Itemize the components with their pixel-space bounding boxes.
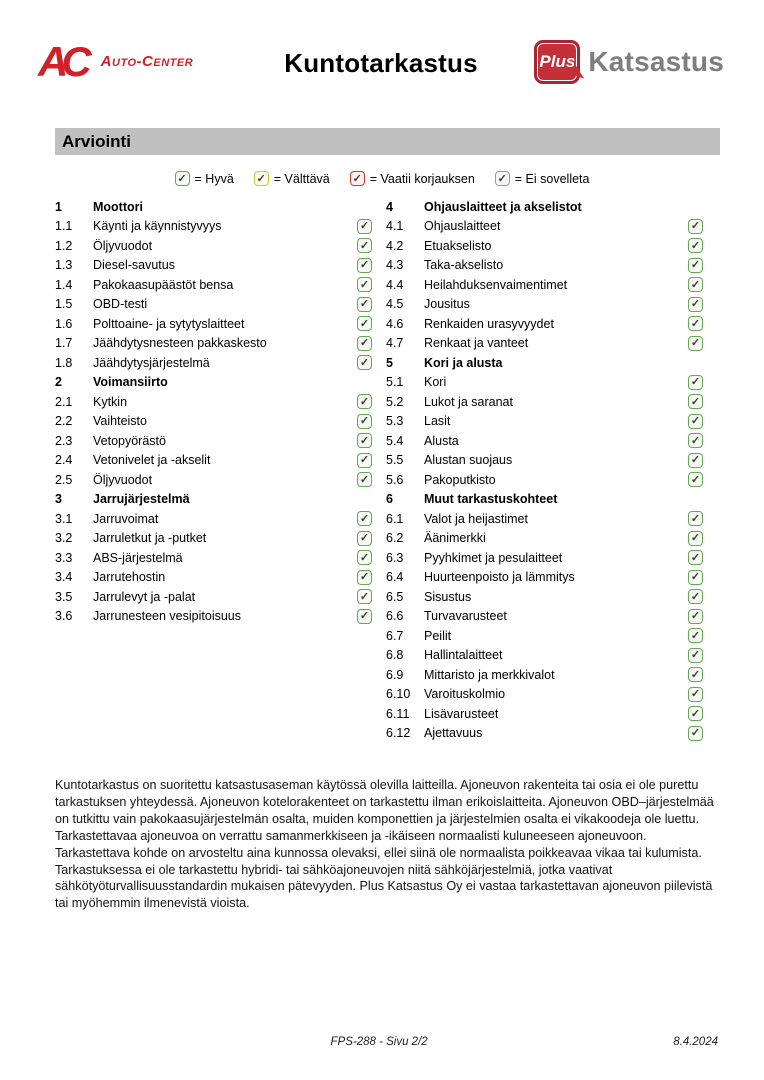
status-checkbox-hyva[interactable]: ✓	[688, 375, 703, 390]
item-label: Jarrutehostin	[93, 570, 166, 585]
item-number: 6.2	[386, 531, 404, 546]
checklist-item-row	[386, 529, 703, 549]
item-number: 1.1	[55, 219, 73, 234]
checklist-item-row	[386, 256, 703, 276]
status-checkbox-valttava[interactable]: ✓	[254, 171, 269, 186]
status-checkbox-hyva[interactable]: ✓	[688, 589, 703, 604]
report-date: 8.4.2024	[673, 1036, 718, 1048]
checklist-item-row	[55, 353, 372, 373]
item-label: Etuakselisto	[424, 238, 492, 253]
item-label: Jarrulevyt ja -palat	[93, 589, 196, 604]
item-number: 5.5	[386, 453, 404, 468]
auto-center-logo	[38, 38, 194, 85]
auto-center-logo-icon: AC	[38, 38, 85, 85]
checklist-section-row	[386, 353, 703, 373]
status-checkbox-hyva[interactable]: ✓	[688, 336, 703, 351]
checklist-left-column	[55, 197, 372, 743]
item-number: 2.2	[55, 414, 73, 429]
checklist-item-row	[55, 431, 372, 451]
item-label: Jarrunesteen vesipitoisuus	[93, 609, 241, 624]
status-checkbox-hyva[interactable]: ✓	[688, 648, 703, 663]
item-label: Jarruvoimat	[93, 511, 159, 526]
item-number: 4.2	[386, 238, 404, 253]
status-checkbox-hyva[interactable]: ✓	[357, 394, 372, 409]
status-checkbox-hyva[interactable]: ✓	[357, 238, 372, 253]
item-number: 6.11	[386, 706, 410, 721]
status-checkbox-hyva[interactable]: ✓	[357, 589, 372, 604]
checklist-item-row	[386, 587, 703, 607]
checklist-item-row	[55, 470, 372, 490]
checklist-item-row	[55, 392, 372, 412]
status-checkbox-hyva[interactable]: ✓	[357, 453, 372, 468]
item-number: 6.4	[386, 570, 404, 585]
checklist-section-row	[386, 490, 703, 510]
checklist-item-row	[386, 724, 703, 744]
status-checkbox-ei-sovelleta[interactable]: ✓	[495, 171, 510, 186]
item-number: 5	[386, 355, 393, 370]
checklist-item-row	[386, 685, 703, 705]
checklist-item-row	[55, 412, 372, 432]
page-number: FPS-288 - Sivu 2/2	[330, 1036, 428, 1048]
item-number: 4.4	[386, 277, 404, 292]
item-number: 2.3	[55, 433, 73, 448]
checklist-item-row	[55, 256, 372, 276]
status-checkbox-hyva[interactable]: ✓	[688, 258, 703, 273]
checklist-item-row	[55, 295, 372, 315]
item-label: Öljyvuodot	[93, 472, 153, 487]
item-number: 2.5	[55, 472, 73, 487]
item-label: Valot ja heijastimet	[424, 511, 528, 526]
item-number: 1.7	[55, 336, 73, 351]
item-label: Jäähdytysnesteen pakkaskesto	[93, 336, 267, 351]
checklist-item-row	[386, 646, 703, 666]
item-label: Öljyvuodot	[93, 238, 153, 253]
status-checkbox-hyva[interactable]: ✓	[688, 219, 703, 234]
checklist-item-row	[386, 704, 703, 724]
item-label: OBD-testi	[93, 297, 148, 312]
item-label: Pyyhkimet ja pesulaitteet	[424, 550, 563, 565]
status-checkbox-hyva[interactable]: ✓	[175, 171, 190, 186]
item-label: Mittaristo ja merkkivalot	[424, 667, 555, 682]
item-label: Käynti ja käynnistyvyys	[93, 219, 222, 234]
section-header-arviointi	[55, 128, 720, 155]
status-checkbox-hyva[interactable]: ✓	[357, 531, 372, 546]
item-number: 6.9	[386, 667, 404, 682]
status-checkbox-hyva[interactable]: ✓	[688, 238, 703, 253]
item-label: Renkaat ja vanteet	[424, 336, 529, 351]
item-number: 5.6	[386, 472, 404, 487]
checklist-item-row	[386, 314, 703, 334]
plus-katsastus-logo	[534, 40, 724, 84]
legend-label: = Vaatii korjauksen	[369, 171, 475, 186]
plus-katsastus-logo-text: Katsastus	[588, 46, 724, 77]
status-checkbox-hyva[interactable]: ✓	[688, 297, 703, 312]
item-number: 1.3	[55, 258, 73, 273]
checklist-item-row	[386, 626, 703, 646]
status-checkbox-hyva[interactable]: ✓	[688, 706, 703, 721]
checklist-section-row	[55, 490, 372, 510]
status-checkbox-hyva[interactable]: ✓	[357, 414, 372, 429]
item-number: 4.3	[386, 258, 404, 273]
checklist-section-row	[386, 197, 703, 217]
checklist-item-row	[55, 275, 372, 295]
inspection-checklist	[55, 197, 703, 743]
checklist-item-row	[55, 217, 372, 237]
item-number: 4.6	[386, 316, 404, 331]
page-title: Kuntotarkastus	[284, 48, 478, 78]
checklist-item-row	[386, 509, 703, 529]
item-number: 6.1	[386, 511, 404, 526]
status-checkbox-hyva[interactable]: ✓	[357, 297, 372, 312]
report-header	[38, 40, 724, 96]
item-number: 6.12	[386, 726, 411, 741]
item-number: 1.5	[55, 297, 73, 312]
disclaimer-text: Kuntotarkastus on suoritettu katsastusaseman käytössä olevilla laitteilla. Ajoneuvon rakenteita tai osia ei ole purettu tarkastuksen yhteydessä. Ajoneuvon kotelorakenteet on tarkastettu ilman erikoislaitteita. Ajoneuvon OBD–järjestelmää on tutkittu vain pakokaasujärjestelmän osalta, muiden komponettien ja järjestelmien osalta ei vikakoodeja ole luettu. Tarkastettavaa ajoneuvoa on verrattu samanmerkkiseen ja -ikäiseen normaalisti kuluneeseen ajoneuvoon. Tarkastettava kohde on arvosteltu aina kunnossa olevaksi, ellei siinä ole normaalista poikkeavaa vikaa tai kulumista. Tarkastuksessa ei ole tarkastettu hybridi- tai sähköajoneuvojen niitä sähköjärjestelmiä, jotka vaativat sähkötyöturvallisuusstandardin mukaisen pätevyyden. Plus Katsastus Oy ei vastaa tarkastettavan ajoneuvon piilevistä tai myöhemmin ilmenevistä vioista.	[55, 778, 714, 911]
item-label: Voimansiirto	[93, 375, 168, 390]
checklist-item-row	[55, 548, 372, 568]
item-label: Alustan suojaus	[424, 453, 513, 468]
status-checkbox-hyva[interactable]: ✓	[688, 550, 703, 565]
item-number: 2.4	[55, 453, 73, 468]
checklist-item-row	[55, 509, 372, 529]
item-number: 3.6	[55, 609, 73, 624]
checklist-right-column	[386, 197, 703, 743]
checklist-item-row	[386, 431, 703, 451]
item-label: Hallintalaitteet	[424, 648, 503, 663]
item-label: Äänimerkki	[424, 531, 486, 546]
item-number: 4	[386, 199, 393, 214]
item-label: Muut tarkastuskohteet	[424, 492, 558, 507]
item-number: 5.3	[386, 414, 404, 429]
checklist-item-row	[386, 607, 703, 627]
item-label: Kori	[424, 375, 447, 390]
checklist-item-row	[55, 451, 372, 471]
item-number: 1.6	[55, 316, 73, 331]
checklist-item-row	[386, 470, 703, 490]
status-checkbox-vaatii-korjauksen[interactable]: ✓	[350, 171, 365, 186]
checklist-item-row	[386, 236, 703, 256]
checklist-item-row	[55, 568, 372, 588]
item-number: 6.6	[386, 609, 404, 624]
auto-center-logo-text: Auto-Center	[100, 53, 194, 71]
status-checkbox-hyva[interactable]: ✓	[688, 316, 703, 331]
checklist-item-row	[386, 295, 703, 315]
checklist-item-row	[55, 607, 372, 627]
item-label: Vetonivelet ja -akselit	[93, 453, 211, 468]
legend-item-vaatii-korjauksen	[350, 171, 475, 186]
item-label: Turvavarusteet	[424, 609, 507, 624]
item-label: Ohjauslaitteet ja akselistot	[424, 199, 582, 214]
item-number: 6.7	[386, 628, 404, 643]
checklist-item-row	[386, 275, 703, 295]
item-label: Jarruletkut ja -putket	[93, 531, 207, 546]
item-number: 1.4	[55, 277, 73, 292]
status-checkbox-hyva[interactable]: ✓	[357, 277, 372, 292]
checklist-item-row	[386, 334, 703, 354]
item-number: 1.2	[55, 238, 73, 253]
status-checkbox-hyva[interactable]: ✓	[688, 667, 703, 682]
status-checkbox-hyva[interactable]: ✓	[357, 433, 372, 448]
status-checkbox-hyva[interactable]: ✓	[688, 609, 703, 624]
item-number: 2.1	[55, 394, 73, 409]
status-checkbox-hyva[interactable]: ✓	[688, 726, 703, 741]
item-label: Lukot ja saranat	[424, 394, 513, 409]
legend-item-ei-sovelleta	[495, 171, 590, 186]
checklist-item-row	[386, 548, 703, 568]
status-checkbox-hyva[interactable]: ✓	[357, 570, 372, 585]
item-label: Kori ja alusta	[424, 355, 503, 370]
page-footer	[0, 1036, 764, 1052]
status-checkbox-hyva[interactable]: ✓	[357, 219, 372, 234]
checklist-item-row	[386, 217, 703, 237]
status-checkbox-hyva[interactable]: ✓	[357, 511, 372, 526]
status-checkbox-hyva[interactable]: ✓	[688, 414, 703, 429]
item-label: Alusta	[424, 433, 459, 448]
item-number: 5.4	[386, 433, 404, 448]
checklist-item-row	[55, 587, 372, 607]
status-checkbox-hyva[interactable]: ✓	[357, 355, 372, 370]
item-label: Pakoputkisto	[424, 472, 496, 487]
item-number: 3	[55, 492, 62, 507]
item-label: Sisustus	[424, 589, 472, 604]
item-label: Jousitus	[424, 297, 470, 312]
status-checkbox-hyva[interactable]: ✓	[688, 511, 703, 526]
item-number: 1	[55, 199, 62, 214]
item-number: 2	[55, 375, 62, 390]
item-label: Heilahduksenvaimentimet	[424, 277, 568, 292]
checklist-section-row	[55, 197, 372, 217]
item-number: 3.1	[55, 511, 73, 526]
checklist-item-row	[386, 412, 703, 432]
item-label: Moottori	[93, 199, 143, 214]
item-number: 3.2	[55, 531, 73, 546]
status-legend	[0, 171, 764, 186]
item-label: Pakokaasupäästöt bensa	[93, 277, 234, 292]
checklist-section-row	[55, 373, 372, 393]
item-label: Peilit	[424, 628, 452, 643]
item-label: Ohjauslaitteet	[424, 219, 501, 234]
item-number: 3.5	[55, 589, 73, 604]
status-checkbox-hyva[interactable]: ✓	[688, 570, 703, 585]
checklist-item-row	[55, 314, 372, 334]
status-checkbox-hyva[interactable]: ✓	[688, 628, 703, 643]
legend-label: = Ei sovelleta	[514, 171, 590, 186]
status-checkbox-hyva[interactable]: ✓	[357, 550, 372, 565]
section-title: Arviointi	[62, 132, 131, 151]
item-label: Renkaiden urasyvyydet	[424, 316, 554, 331]
item-number: 1.8	[55, 355, 73, 370]
item-label: Varoituskolmio	[424, 687, 506, 702]
item-number: 6.10	[386, 687, 411, 702]
item-number: 4.7	[386, 336, 404, 351]
legend-item-valttava	[254, 171, 330, 186]
item-label: Kytkin	[93, 394, 128, 409]
item-number: 4.5	[386, 297, 404, 312]
checklist-item-row	[55, 236, 372, 256]
status-checkbox-hyva[interactable]: ✓	[688, 531, 703, 546]
checklist-item-row	[386, 392, 703, 412]
status-checkbox-hyva[interactable]: ✓	[357, 336, 372, 351]
item-label: Ajettavuus	[424, 726, 483, 741]
status-checkbox-hyva[interactable]: ✓	[688, 687, 703, 702]
item-number: 6	[386, 492, 393, 507]
status-checkbox-hyva[interactable]: ✓	[688, 453, 703, 468]
checklist-item-row	[386, 373, 703, 393]
legend-label: = Välttävä	[273, 171, 330, 186]
status-checkbox-hyva[interactable]: ✓	[688, 394, 703, 409]
legend-item-hyva	[175, 171, 234, 186]
status-checkbox-hyva[interactable]: ✓	[357, 258, 372, 273]
status-checkbox-hyva[interactable]: ✓	[357, 472, 372, 487]
item-number: 3.4	[55, 570, 73, 585]
status-checkbox-hyva[interactable]: ✓	[688, 472, 703, 487]
item-label: Huurteenpoisto ja lämmitys	[424, 570, 575, 585]
item-label: Vetopyörästö	[93, 433, 166, 448]
status-checkbox-hyva[interactable]: ✓	[688, 433, 703, 448]
item-label: Lasit	[424, 414, 451, 429]
item-label: Lisävarusteet	[424, 706, 499, 721]
plus-badge-icon: Plus	[534, 40, 580, 84]
item-label: Polttoaine- ja sytytyslaitteet	[93, 316, 245, 331]
checklist-item-row	[386, 451, 703, 471]
item-number: 3.3	[55, 550, 73, 565]
checklist-item-row	[55, 334, 372, 354]
item-number: 5.1	[386, 375, 404, 390]
status-checkbox-hyva[interactable]: ✓	[357, 316, 372, 331]
item-number: 6.5	[386, 589, 404, 604]
legend-label: = Hyvä	[194, 171, 234, 186]
status-checkbox-hyva[interactable]: ✓	[357, 609, 372, 624]
item-label: Diesel-savutus	[93, 258, 175, 273]
item-label: ABS-järjestelmä	[93, 550, 183, 565]
item-label: Vaihteisto	[93, 414, 147, 429]
status-checkbox-hyva[interactable]: ✓	[688, 277, 703, 292]
item-number: 5.2	[386, 394, 404, 409]
item-label: Jarrujärjestelmä	[93, 492, 190, 507]
item-number: 4.1	[386, 219, 404, 234]
checklist-item-row	[55, 529, 372, 549]
item-number: 6.3	[386, 550, 404, 565]
item-label: Taka-akselisto	[424, 258, 504, 273]
checklist-item-row	[386, 568, 703, 588]
checklist-item-row	[386, 665, 703, 685]
item-number: 6.8	[386, 648, 404, 663]
item-label: Jäähdytysjärjestelmä	[93, 355, 210, 370]
